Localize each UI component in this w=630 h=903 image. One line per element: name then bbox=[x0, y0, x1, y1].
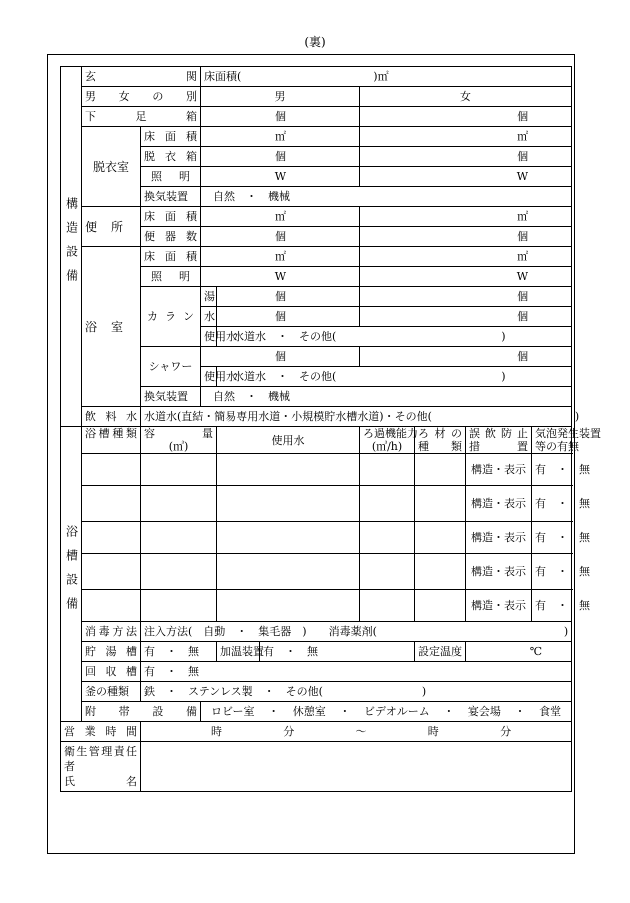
tub-row bbox=[61, 454, 572, 486]
tub-row bbox=[61, 590, 572, 622]
tub-water-cell[interactable] bbox=[217, 522, 360, 554]
tub-filter-cell[interactable] bbox=[360, 590, 415, 622]
label-shower: シャワー bbox=[141, 347, 201, 387]
hours-end-minute: 分 bbox=[500, 725, 512, 738]
tub-prevention-cell[interactable]: 構造・表示 bbox=[466, 590, 532, 622]
tub-row bbox=[61, 554, 572, 590]
tub-capacity-cell[interactable] bbox=[141, 522, 217, 554]
tub-capacity-cell[interactable] bbox=[141, 554, 217, 590]
row-drinking-water bbox=[61, 407, 572, 427]
tub-media-cell[interactable] bbox=[415, 590, 466, 622]
tub-bubble-cell[interactable]: 有 ・ 無 bbox=[532, 590, 572, 622]
field-business-hours[interactable] bbox=[141, 722, 572, 742]
row-gender bbox=[61, 87, 572, 107]
separator-dot: ・ bbox=[514, 705, 526, 718]
field-toilet-floor-female[interactable]: ㎡ bbox=[360, 207, 572, 227]
row-collection bbox=[61, 662, 572, 682]
hours-start-hour: 時 bbox=[211, 725, 222, 738]
label-storage-tank: 貯湯槽 bbox=[82, 642, 141, 662]
row-hours bbox=[61, 722, 572, 742]
label-shoe-box: 下足箱 bbox=[82, 107, 201, 127]
label-toilet-count: 便器数 bbox=[141, 227, 201, 247]
field-faucet-hot-male[interactable]: 個 bbox=[217, 287, 360, 307]
page-title: (裏) bbox=[304, 35, 326, 49]
row-storage bbox=[61, 642, 572, 662]
row-bath-floor bbox=[61, 247, 572, 267]
tub-prevention-cell[interactable]: 構造・表示 bbox=[466, 554, 532, 590]
label-faucet-water: 使用水 bbox=[201, 327, 217, 347]
field-dressing-floor-female[interactable]: ㎡ bbox=[360, 127, 572, 147]
field-bath-vent[interactable]: 自然 ・ 機械 bbox=[201, 387, 572, 407]
label-set-temperature: 設定温度 bbox=[415, 642, 466, 662]
field-bath-floor-male[interactable]: ㎡ bbox=[201, 247, 360, 267]
row-disinfection bbox=[61, 622, 572, 642]
header-bubble-device: 気泡発生装置 等の有無 bbox=[532, 427, 572, 454]
label-manager: 衛生管理責任者 氏 名 bbox=[61, 742, 141, 792]
tub-media-cell[interactable] bbox=[415, 522, 466, 554]
field-toilet-count-male[interactable]: 個 bbox=[201, 227, 360, 247]
tub-type-cell[interactable] bbox=[82, 554, 141, 590]
field-faucet-cold-female[interactable]: 個 bbox=[360, 307, 572, 327]
separator-dot: ・ bbox=[443, 705, 455, 718]
header-capacity: 容量 (㎥) bbox=[141, 427, 217, 454]
field-dressing-light-male[interactable]: W bbox=[201, 167, 360, 187]
facility-rest-room[interactable]: 休憩室 bbox=[292, 705, 326, 718]
label-facilities: 附帯設備 bbox=[82, 702, 201, 722]
label-bath-floor: 床面積 bbox=[141, 247, 201, 267]
separator-dot: ・ bbox=[268, 705, 280, 718]
field-dressing-box-female[interactable]: 個 bbox=[360, 147, 572, 167]
label-toilet: 便所 bbox=[82, 207, 141, 247]
field-shower-female[interactable]: 個 bbox=[360, 347, 572, 367]
header-filter-media: ろ材の 種類 bbox=[415, 427, 466, 454]
tub-bubble-cell[interactable]: 有 ・ 無 bbox=[532, 486, 572, 522]
row-toilet-floor bbox=[61, 207, 572, 227]
separator-dot: ・ bbox=[339, 705, 351, 718]
facility-video-room[interactable]: ビデオルーム bbox=[363, 705, 430, 718]
tub-media-cell[interactable] bbox=[415, 454, 466, 486]
field-bath-light-male[interactable]: W bbox=[201, 267, 360, 287]
facility-banquet-hall[interactable]: 宴会場 bbox=[467, 705, 501, 718]
tub-media-cell[interactable] bbox=[415, 554, 466, 590]
header-water-used: 使用水 bbox=[217, 427, 360, 454]
label-bathroom: 浴室 bbox=[82, 247, 141, 407]
tub-filter-cell[interactable] bbox=[360, 522, 415, 554]
hours-tilde: 〜 bbox=[355, 725, 367, 738]
tub-bubble-cell[interactable]: 有 ・ 無 bbox=[532, 554, 572, 590]
header-ingestion-prevention: 誤飲防止 措置 bbox=[466, 427, 532, 454]
label-gender: 男女の別 bbox=[82, 87, 201, 107]
tub-bubble-cell[interactable]: 有 ・ 無 bbox=[532, 454, 572, 486]
tub-row bbox=[61, 486, 572, 522]
field-collection-tank[interactable]: 有 ・ 無 bbox=[141, 662, 572, 682]
field-dressing-vent[interactable]: 自然 ・ 機械 bbox=[201, 187, 572, 207]
field-drinking-water[interactable]: 水道水(直結・簡易専用水道・小規模貯水槽水道)・その他( ) bbox=[141, 407, 572, 427]
tub-media-cell[interactable] bbox=[415, 486, 466, 522]
label-dressing-floor: 床面積 bbox=[141, 127, 201, 147]
tub-water-cell[interactable] bbox=[217, 486, 360, 522]
label-heater: 加温装置 bbox=[217, 642, 260, 662]
field-dressing-floor-male[interactable]: ㎡ bbox=[201, 127, 360, 147]
label-dressing-vent: 換気装置 bbox=[141, 187, 201, 207]
row-dressing-floor bbox=[61, 127, 572, 147]
row-facilities bbox=[61, 702, 572, 722]
header-filter-capacity: ろ過機能力 (㎥/h) bbox=[360, 427, 415, 454]
label-disinfection: 消毒方法 bbox=[82, 622, 141, 642]
tub-bubble-cell[interactable]: 有 ・ 無 bbox=[532, 522, 572, 554]
label-dressing-room: 脱衣室 bbox=[82, 127, 141, 207]
label-boiler-type: 釜の種類 bbox=[82, 682, 141, 702]
field-faucet-cold-male[interactable]: 個 bbox=[217, 307, 360, 327]
section-label-tub: 浴槽設備 bbox=[61, 427, 82, 722]
tub-filter-cell[interactable] bbox=[360, 486, 415, 522]
label-hot: 湯 bbox=[201, 287, 217, 307]
hours-end-hour: 時 bbox=[427, 725, 439, 738]
field-facilities[interactable] bbox=[201, 702, 572, 722]
label-business-hours: 営業時間 bbox=[61, 722, 141, 742]
field-storage-tank[interactable]: 有 ・ 無 bbox=[141, 642, 217, 662]
label-dressing-box: 脱衣箱 bbox=[141, 147, 201, 167]
row-shoe-box bbox=[61, 107, 572, 127]
label-entrance: 玄関 bbox=[82, 67, 201, 87]
tub-filter-cell[interactable] bbox=[360, 554, 415, 590]
tub-prevention-cell[interactable]: 構造・表示 bbox=[466, 522, 532, 554]
tub-type-cell[interactable] bbox=[82, 590, 141, 622]
field-heater[interactable]: 有 ・ 無 bbox=[260, 642, 415, 662]
inspection-form-table bbox=[60, 66, 601, 792]
tub-water-cell[interactable] bbox=[217, 454, 360, 486]
tub-prevention-cell[interactable]: 構造・表示 bbox=[466, 454, 532, 486]
field-bath-light-female[interactable]: W bbox=[360, 267, 572, 287]
field-disinfection[interactable]: 注入方法( 自動 ・ 集毛器 ) 消毒薬剤( ) bbox=[141, 622, 572, 642]
row-entrance bbox=[61, 67, 572, 87]
label-dressing-light: 照明 bbox=[141, 167, 201, 187]
field-shoe-box-male[interactable]: 個 bbox=[201, 107, 360, 127]
field-manager-name[interactable] bbox=[141, 742, 572, 792]
label-bath-light: 照明 bbox=[141, 267, 201, 287]
field-boiler-type[interactable]: 鉄 ・ ステンレス製 ・ その他( ) bbox=[141, 682, 572, 702]
field-toilet-floor-male[interactable]: ㎡ bbox=[201, 207, 360, 227]
field-bath-floor-female[interactable]: ㎡ bbox=[360, 247, 572, 267]
section-label-structure: 構造設備 bbox=[61, 67, 82, 427]
row-boiler bbox=[61, 682, 572, 702]
label-toilet-floor: 床面積 bbox=[141, 207, 201, 227]
tub-prevention-cell[interactable]: 構造・表示 bbox=[466, 486, 532, 522]
tub-type-cell[interactable] bbox=[82, 454, 141, 486]
label-shower-water: 使用水 bbox=[201, 367, 217, 387]
tub-type-cell[interactable] bbox=[82, 486, 141, 522]
row-manager bbox=[61, 742, 572, 792]
field-faucet-water[interactable]: 水道水 ・ その他( ) bbox=[217, 327, 572, 347]
hours-start-minute: 分 bbox=[283, 725, 295, 738]
field-shower-male[interactable]: 個 bbox=[201, 347, 360, 367]
label-female: 女 bbox=[360, 87, 572, 107]
tub-capacity-cell[interactable] bbox=[141, 454, 217, 486]
tub-water-cell[interactable] bbox=[217, 590, 360, 622]
field-faucet-hot-female[interactable]: 個 bbox=[360, 287, 572, 307]
facility-lobby[interactable]: ロビー室 bbox=[211, 705, 255, 718]
tub-capacity-cell[interactable] bbox=[141, 486, 217, 522]
facility-dining-hall[interactable]: 食堂 bbox=[539, 705, 562, 718]
row-tub-header bbox=[61, 427, 572, 454]
field-set-temperature[interactable]: ℃ bbox=[466, 642, 572, 662]
label-cold: 水 bbox=[201, 307, 217, 327]
tub-filter-cell[interactable] bbox=[360, 454, 415, 486]
field-entrance-floor-area[interactable]: 床面積( )㎡ bbox=[201, 67, 572, 87]
tub-row bbox=[61, 522, 572, 554]
field-toilet-count-female[interactable]: 個 bbox=[360, 227, 572, 247]
tub-type-cell[interactable] bbox=[82, 522, 141, 554]
label-bath-vent: 換気装置 bbox=[141, 387, 201, 407]
field-shoe-box-female[interactable]: 個 bbox=[360, 107, 572, 127]
label-collection-tank: 回収槽 bbox=[82, 662, 141, 682]
label-faucet: カラン bbox=[141, 287, 201, 347]
field-dressing-light-female[interactable]: W bbox=[360, 167, 572, 187]
header-tub-type: 浴槽種類 bbox=[82, 427, 141, 454]
field-dressing-box-male[interactable]: 個 bbox=[201, 147, 360, 167]
field-shower-water[interactable]: 水道水 ・ その他( ) bbox=[217, 367, 572, 387]
label-drinking-water: 飲料水 bbox=[82, 407, 141, 427]
tub-water-cell[interactable] bbox=[217, 554, 360, 590]
tub-capacity-cell[interactable] bbox=[141, 590, 217, 622]
label-male: 男 bbox=[201, 87, 360, 107]
